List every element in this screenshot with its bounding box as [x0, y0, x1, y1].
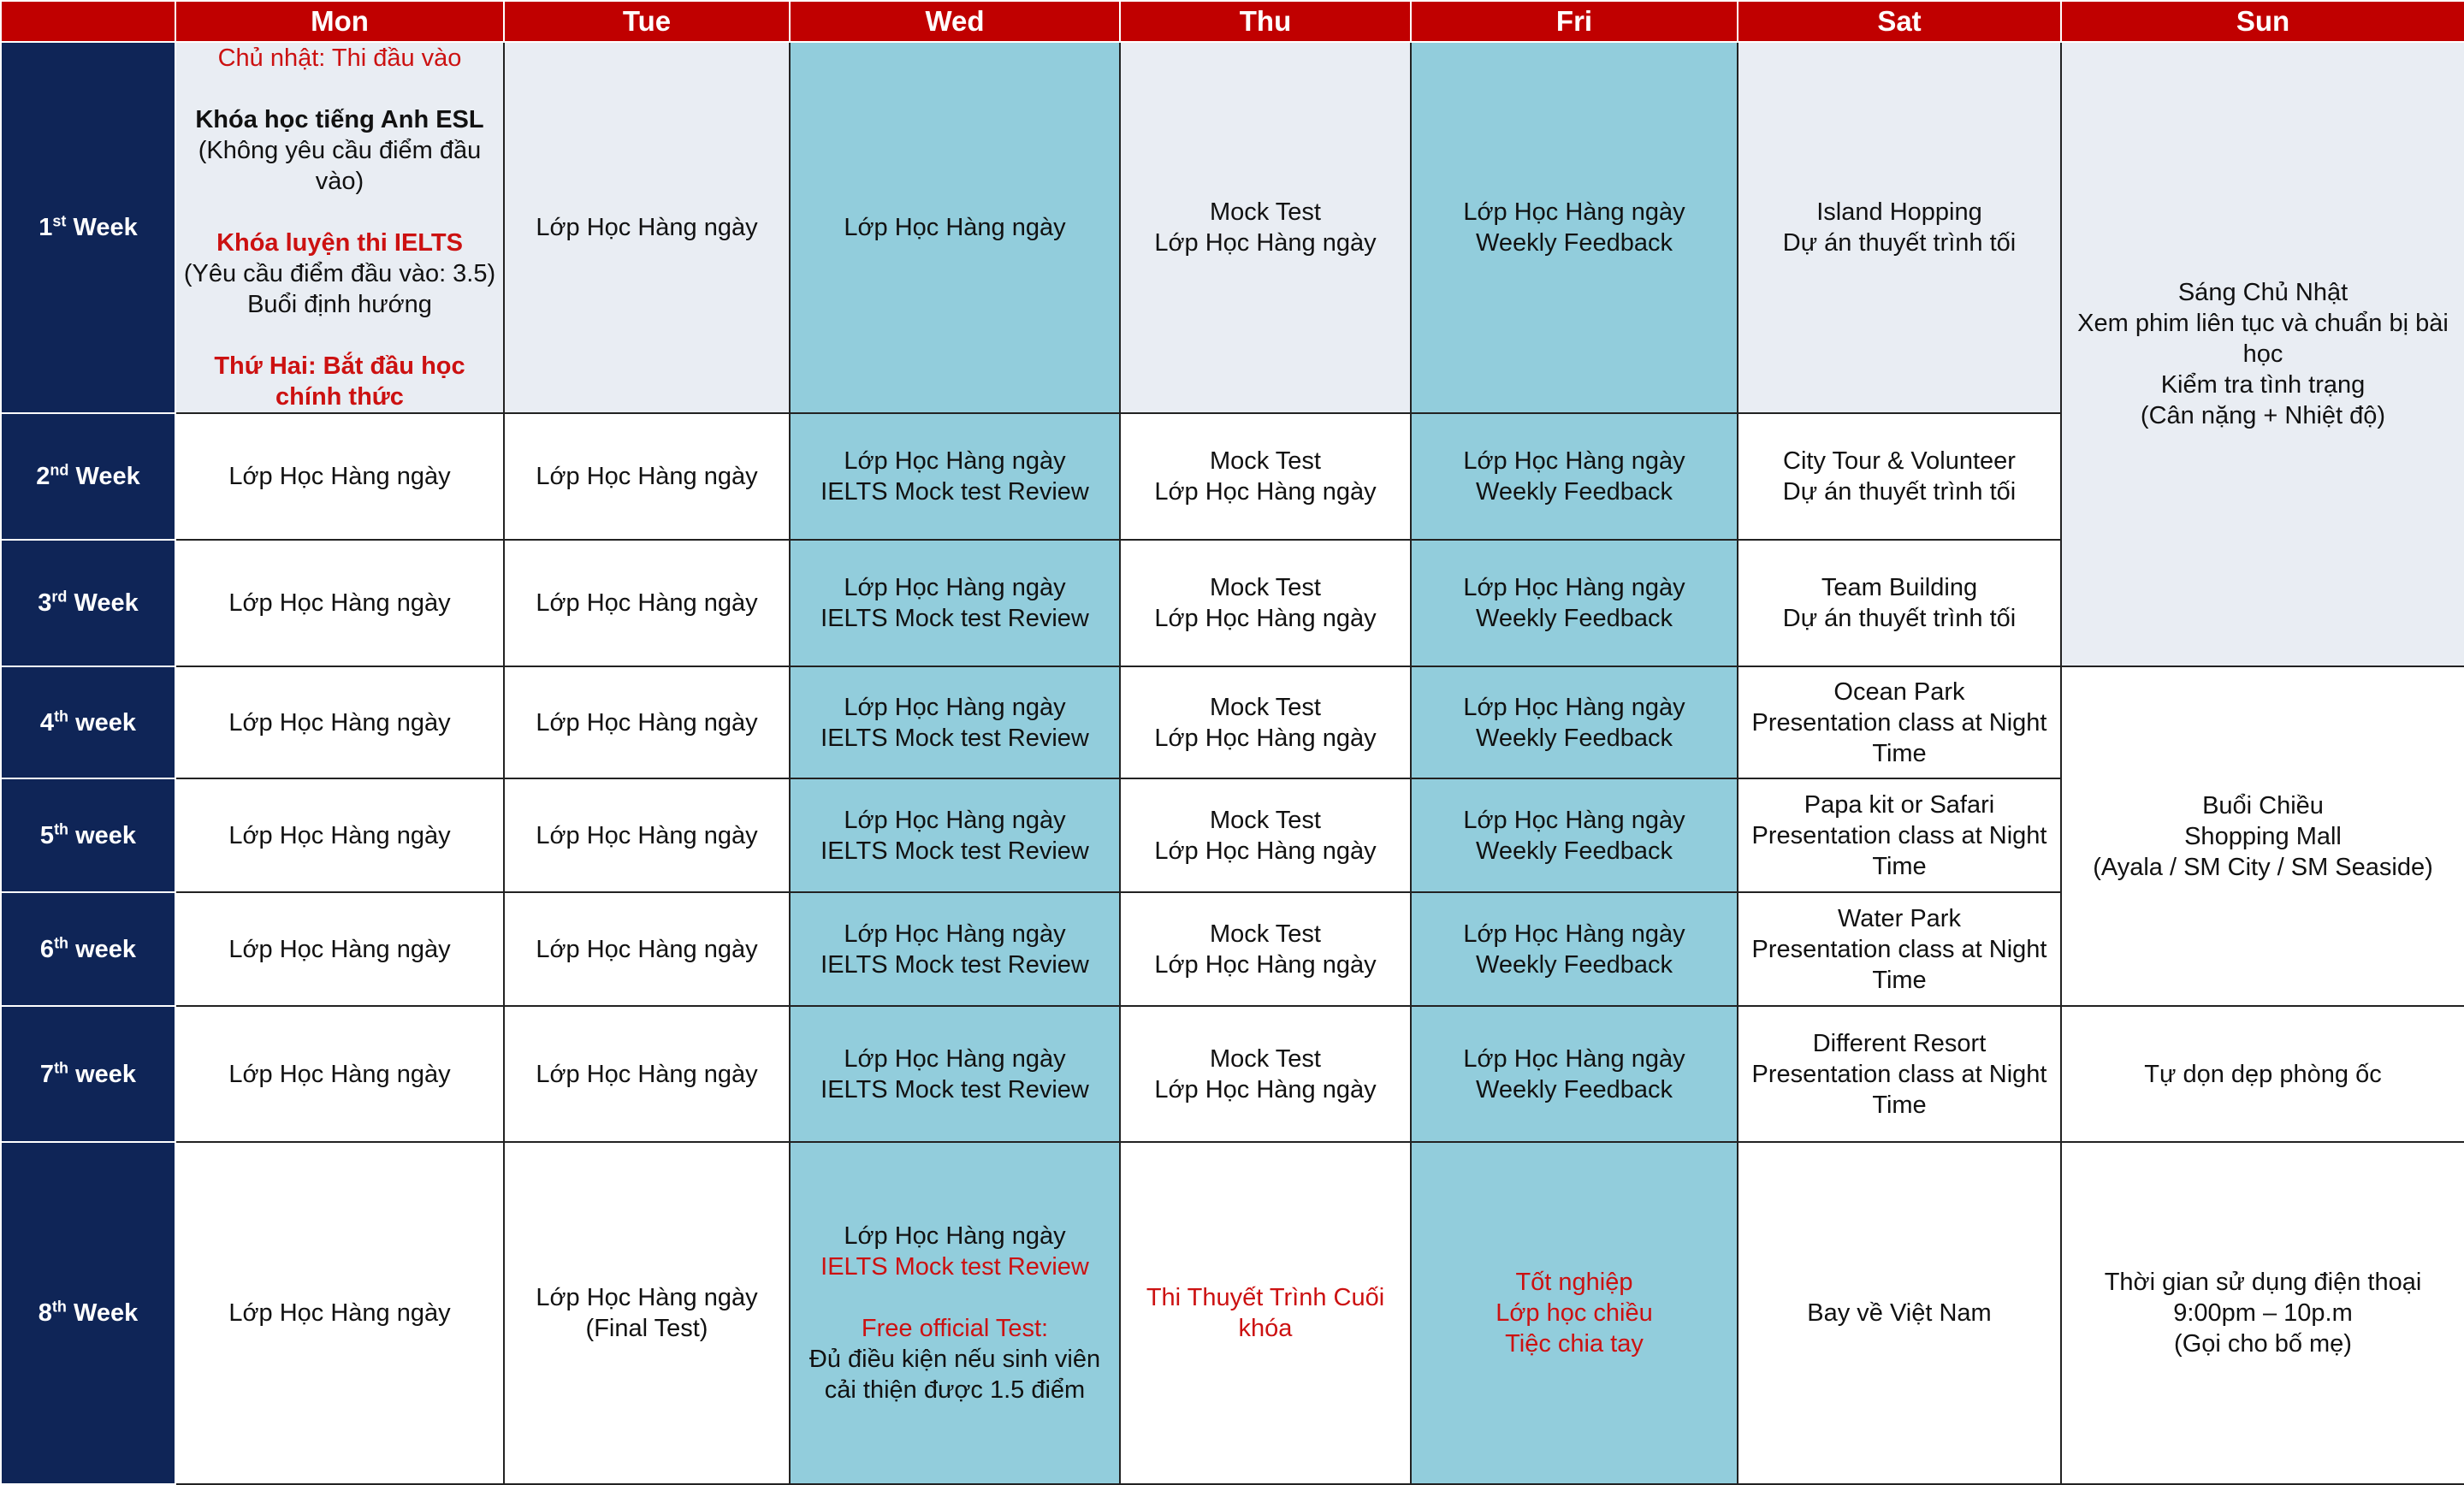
daily-class-text: Lớp Học Hàng ngày	[228, 935, 451, 963]
phone-hours-text: 9:00pm – 10p.m	[2173, 1299, 2353, 1327]
sun-block-2-cell	[2061, 666, 2464, 1006]
week-label-6: 6th week	[1, 892, 175, 1006]
presentation-night-text: Presentation class at Night Time	[1751, 821, 2047, 880]
daily-class-text: Lớp Học Hàng ngày	[1463, 574, 1685, 601]
graduation-text: Tốt nghiệp	[1515, 1269, 1633, 1296]
week1-wed-cell	[790, 42, 1120, 413]
daily-class-text: Lớp Học Hàng ngày	[228, 821, 451, 849]
week7-mon-cell	[175, 1006, 504, 1142]
sun-mall-text: Shopping Mall	[2184, 822, 2342, 850]
daily-class-text: Lớp Học Hàng ngày	[228, 1299, 451, 1327]
day-header-mon: Mon	[175, 1, 504, 42]
week1-tue-cell	[504, 42, 790, 413]
weekly-feedback-text: Weekly Feedback	[1476, 724, 1673, 752]
weekly-feedback-text: Weekly Feedback	[1476, 1075, 1673, 1103]
week1-mon-cell	[175, 42, 504, 413]
week6-tue-cell	[504, 892, 790, 1006]
daily-class-text: Lớp Học Hàng ngày	[1154, 605, 1377, 632]
week3-fri-cell	[1411, 540, 1738, 666]
daily-class-text: Lớp Học Hàng ngày	[844, 693, 1066, 721]
daily-class-text: Lớp Học Hàng ngày	[1154, 1075, 1377, 1103]
daily-class-text: Lớp Học Hàng ngày	[844, 1222, 1066, 1250]
day-header-sat: Sat	[1738, 1, 2061, 42]
day-header-fri: Fri	[1411, 1, 1738, 42]
week-label-3: 3rd Week	[1, 540, 175, 666]
monday-start-text: Thứ Hai: Bắt đầu học chính thức	[214, 352, 465, 411]
presentation-night-text: Presentation class at Night Time	[1751, 1060, 2047, 1119]
sat-activity: City Tour & Volunteer	[1783, 447, 2016, 475]
call-parents-text: (Gọi cho bố mẹ)	[2174, 1330, 2352, 1358]
week5-fri-cell	[1411, 778, 1738, 892]
fly-home-text: Bay về Việt Nam	[1807, 1299, 1992, 1327]
sun-morning-text: Sáng Chủ Nhật	[2177, 279, 2348, 306]
daily-class-text: Lớp Học Hàng ngày	[844, 574, 1066, 601]
week5-sat-cell	[1738, 778, 2061, 892]
daily-class-text: Lớp Học Hàng ngày	[536, 589, 758, 617]
sun-weight-text: (Cân nặng + Nhiệt độ)	[2140, 402, 2386, 429]
week-row-7	[1, 1006, 2464, 1142]
week6-sat-cell	[1738, 892, 2061, 1006]
sun-afternoon-text: Buổi Chiều	[2202, 791, 2324, 819]
sat-activity: Ocean Park	[1833, 677, 1965, 706]
daily-class-text: Lớp Học Hàng ngày	[1463, 920, 1685, 948]
sat-activity: Island Hopping	[1816, 198, 1982, 226]
daily-class-text: Lớp Học Hàng ngày	[228, 589, 451, 617]
week-row-1	[1, 42, 2464, 413]
week1-fri-cell	[1411, 42, 1738, 413]
final-presentation-text: Thi Thuyết Trình Cuối khóa	[1146, 1284, 1385, 1342]
daily-class-text: Lớp Học Hàng ngày	[228, 463, 451, 490]
final-test-text: (Final Test)	[585, 1315, 708, 1342]
week2-fri-cell	[1411, 413, 1738, 540]
sun-movie-text: Xem phim liên tục và chuẩn bị bài học	[2077, 310, 2449, 368]
daily-class-text: Lớp Học Hàng ngày	[844, 920, 1066, 948]
sun-cleanup-text: Tự dọn dẹp phòng ốc	[2144, 1060, 2382, 1088]
daily-class-text: Lớp Học Hàng ngày	[1154, 229, 1377, 257]
week7-wed-cell	[790, 1006, 1120, 1142]
week3-mon-cell	[175, 540, 504, 666]
week6-fri-cell	[1411, 892, 1738, 1006]
mock-test-text: Mock Test	[1209, 693, 1321, 721]
daily-class-text: Lớp Học Hàng ngày	[536, 821, 758, 849]
week-label-8: 8th Week	[1, 1142, 175, 1484]
week1-thu-cell	[1120, 42, 1411, 413]
week4-wed-cell	[790, 666, 1120, 778]
daily-class-text: Lớp Học Hàng ngày	[1154, 950, 1377, 979]
daily-class-text: Lớp Học Hàng ngày	[536, 1284, 758, 1311]
week7-sun-cell	[2061, 1006, 2464, 1142]
daily-class-text: Lớp Học Hàng ngày	[228, 1060, 451, 1088]
mock-test-text: Mock Test	[1209, 920, 1321, 948]
ielts-review-text: IELTS Mock test Review	[820, 478, 1089, 506]
week7-thu-cell	[1120, 1006, 1411, 1142]
mock-test-text: Mock Test	[1209, 447, 1321, 475]
day-header-thu: Thu	[1120, 1, 1411, 42]
week6-wed-cell	[790, 892, 1120, 1006]
daily-class-text: Lớp Học Hàng ngày	[1154, 478, 1377, 506]
presentation-night-text: Presentation class at Night Time	[1751, 708, 2047, 767]
esl-course-title: Khóa học tiếng Anh ESL	[195, 106, 484, 133]
ielts-review-text: IELTS Mock test Review	[820, 1253, 1089, 1281]
week-row-8	[1, 1142, 2464, 1484]
week8-sat-cell	[1738, 1142, 2061, 1484]
mock-test-text: Mock Test	[1209, 198, 1321, 226]
daily-class-text: Lớp Học Hàng ngày	[844, 806, 1066, 834]
daily-class-text: Lớp Học Hàng ngày	[1463, 693, 1685, 721]
corner-cell	[1, 1, 175, 42]
day-header-wed: Wed	[790, 1, 1120, 42]
weekly-feedback-text: Weekly Feedback	[1476, 837, 1673, 865]
sat-activity: Team Building	[1821, 574, 1978, 601]
daily-class-text: Lớp Học Hàng ngày	[536, 1060, 758, 1088]
sun-mall-list-text: (Ayala / SM City / SM Seaside)	[2093, 853, 2433, 881]
day-header-sun: Sun	[2061, 1, 2464, 42]
daily-class-text: Lớp Học Hàng ngày	[844, 214, 1066, 241]
week7-fri-cell	[1411, 1006, 1738, 1142]
week-row-4	[1, 666, 2464, 778]
week8-tue-cell	[504, 1142, 790, 1484]
week4-fri-cell	[1411, 666, 1738, 778]
week4-mon-cell	[175, 666, 504, 778]
mock-test-text: Mock Test	[1209, 574, 1321, 601]
week8-sun-cell	[2061, 1142, 2464, 1484]
afternoon-class-text: Lớp học chiều	[1496, 1299, 1653, 1327]
free-official-test-text: Free official Test:	[861, 1315, 1049, 1342]
sunday-entrance-test: Chủ nhật: Thi đầu vào	[217, 44, 462, 72]
ielts-review-text: IELTS Mock test Review	[820, 605, 1089, 632]
ielts-review-text: IELTS Mock test Review	[820, 724, 1089, 752]
night-presentation-text: Dự án thuyết trình tối	[1782, 478, 2017, 506]
week1-sat-cell	[1738, 42, 2061, 413]
ielts-review-text: IELTS Mock test Review	[820, 837, 1089, 865]
day-header-tue: Tue	[504, 1, 790, 42]
mock-test-text: Mock Test	[1209, 1044, 1321, 1073]
ielts-course-req: (Yêu cầu điểm đầu vào: 3.5)	[183, 260, 496, 287]
daily-class-text: Lớp Học Hàng ngày	[1463, 1044, 1685, 1073]
sat-activity: Papa kit or Safari	[1804, 790, 1995, 819]
daily-class-text: Lớp Học Hàng ngày	[536, 708, 758, 737]
sun-block-1-cell	[2061, 42, 2464, 666]
night-presentation-text: Dự án thuyết trình tối	[1782, 605, 2017, 632]
phone-time-text: Thời gian sử dụng điện thoại	[2104, 1269, 2422, 1296]
week5-tue-cell	[504, 778, 790, 892]
weekly-feedback-text: Weekly Feedback	[1476, 229, 1673, 257]
daily-class-text: Lớp Học Hàng ngày	[1463, 198, 1685, 226]
week2-mon-cell	[175, 413, 504, 540]
week2-tue-cell	[504, 413, 790, 540]
week3-wed-cell	[790, 540, 1120, 666]
week2-wed-cell	[790, 413, 1120, 540]
ielts-course-title: Khóa luyện thi IELTS	[216, 229, 463, 257]
free-test-condition-text: Đủ điều kiện nếu sinh viên cải thiện được 1.5 điểm	[808, 1346, 1101, 1404]
daily-class-text: Lớp Học Hàng ngày	[1154, 837, 1377, 865]
week3-thu-cell	[1120, 540, 1411, 666]
sat-activity: Different Resort	[1812, 1029, 1987, 1057]
week2-sat-cell	[1738, 413, 2061, 540]
mock-test-text: Mock Test	[1209, 806, 1321, 834]
esl-course-req: (Không yêu cầu điểm đầu vào)	[198, 137, 482, 195]
week7-sat-cell	[1738, 1006, 2061, 1142]
week5-wed-cell	[790, 778, 1120, 892]
daily-class-text: Lớp Học Hàng ngày	[536, 463, 758, 490]
week4-thu-cell	[1120, 666, 1411, 778]
daily-class-text: Lớp Học Hàng ngày	[1463, 447, 1685, 475]
daily-class-text: Lớp Học Hàng ngày	[844, 1044, 1066, 1073]
presentation-night-text: Presentation class at Night Time	[1751, 935, 2047, 994]
week7-tue-cell	[504, 1006, 790, 1142]
week-label-4: 4th week	[1, 666, 175, 778]
week8-thu-cell	[1120, 1142, 1411, 1484]
weekly-feedback-text: Weekly Feedback	[1476, 605, 1673, 632]
week8-fri-cell	[1411, 1142, 1738, 1484]
ielts-review-text: IELTS Mock test Review	[820, 950, 1089, 979]
daily-class-text: Lớp Học Hàng ngày	[1463, 806, 1685, 834]
daily-class-text: Lớp Học Hàng ngày	[228, 708, 451, 737]
weekly-feedback-text: Weekly Feedback	[1476, 950, 1673, 979]
sun-check-text: Kiểm tra tình trạng	[2160, 371, 2366, 399]
daily-class-text: Lớp Học Hàng ngày	[844, 447, 1066, 475]
header-row	[1, 1, 2464, 42]
week5-thu-cell	[1120, 778, 1411, 892]
week5-mon-cell	[175, 778, 504, 892]
week4-sat-cell	[1738, 666, 2061, 778]
week-label-5: 5th week	[1, 778, 175, 892]
night-presentation-text: Dự án thuyết trình tối	[1782, 229, 2017, 257]
week2-thu-cell	[1120, 413, 1411, 540]
week-label-2: 2nd Week	[1, 413, 175, 540]
week3-tue-cell	[504, 540, 790, 666]
week-label-1: 1st Week	[1, 42, 175, 413]
sat-activity: Water Park	[1838, 904, 1961, 932]
week4-tue-cell	[504, 666, 790, 778]
week6-thu-cell	[1120, 892, 1411, 1006]
week6-mon-cell	[175, 892, 504, 1006]
ielts-review-text: IELTS Mock test Review	[820, 1075, 1089, 1103]
weekly-feedback-text: Weekly Feedback	[1476, 478, 1673, 506]
orientation-text: Buổi định hướng	[247, 291, 432, 318]
week8-mon-cell	[175, 1142, 504, 1484]
week-label-7: 7th week	[1, 1006, 175, 1142]
week3-sat-cell	[1738, 540, 2061, 666]
daily-class-text: Lớp Học Hàng ngày	[1154, 724, 1377, 752]
week8-wed-cell	[790, 1142, 1120, 1484]
daily-class-text: Lớp Học Hàng ngày	[536, 935, 758, 963]
daily-class-text: Lớp Học Hàng ngày	[536, 214, 758, 241]
farewell-party-text: Tiệc chia tay	[1505, 1330, 1644, 1358]
